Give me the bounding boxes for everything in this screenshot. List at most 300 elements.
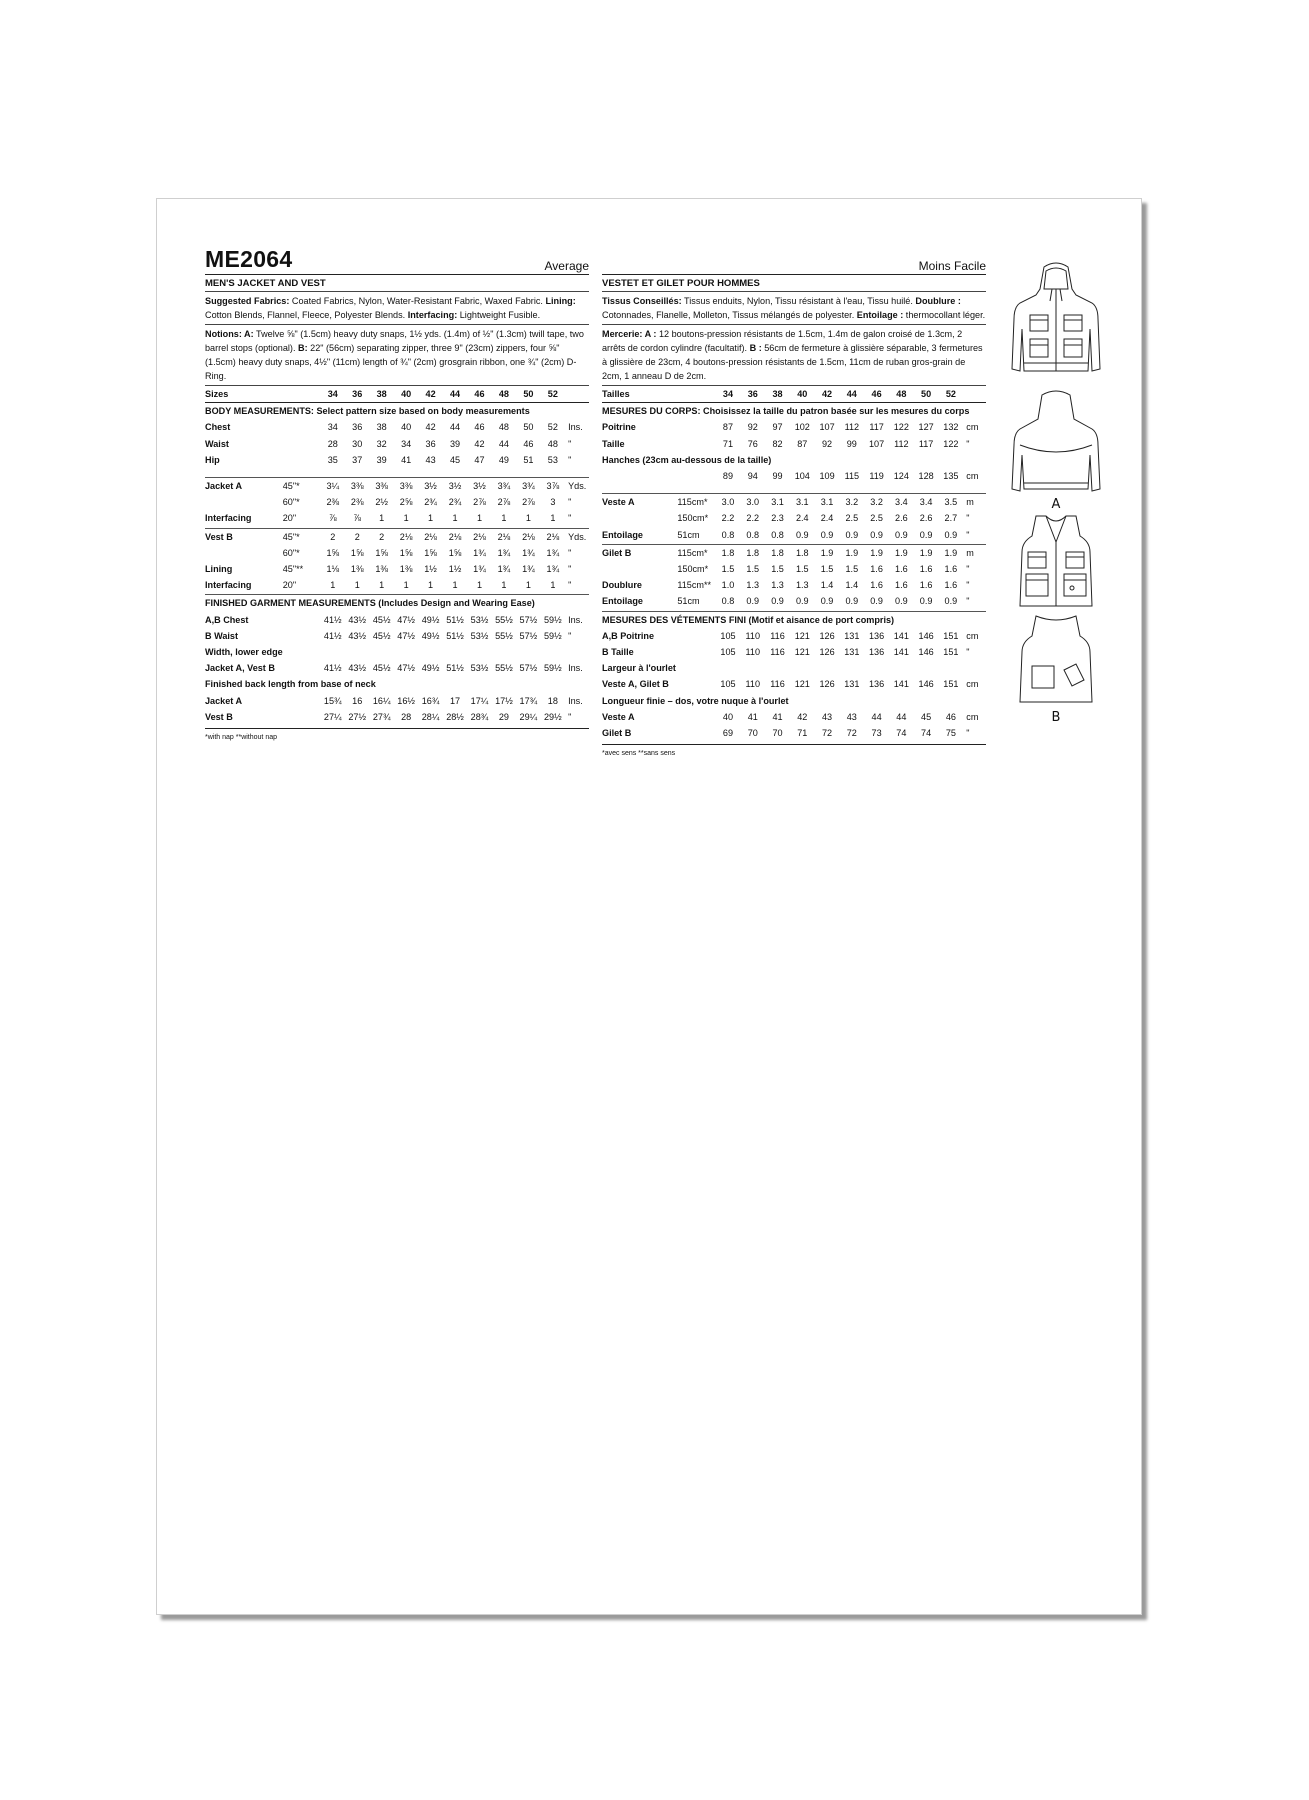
- table-cell: 35: [327, 454, 338, 465]
- unit-label: cm: [966, 422, 979, 433]
- unit-label: ": [568, 513, 572, 524]
- table-cell: 116: [770, 630, 785, 641]
- table-cell: 1¾: [497, 547, 511, 558]
- size-column: 40: [790, 386, 815, 403]
- table-cell: 72: [821, 728, 833, 739]
- row-label: [602, 468, 677, 484]
- size-column: 52: [939, 386, 964, 403]
- table-cell: 1: [379, 513, 385, 524]
- table-cell: 51½: [446, 663, 464, 674]
- table-cell: 1⅜: [375, 564, 388, 575]
- notions-paragraph: Mercerie: A : 12 boutons-pression résistants de 1.5cm, 1.4m de galon croisé de 1.3cm, 2 arrêts de cordon cylindre (facultatif). B : 56cm de fermeture à glissière séparable, 3 fermetures à glissière de 23cm, 4 boutons-pression résistants de 1.5cm, 11cm de ruban gros-grain de 2cm, 1 anneau D de 2cm.: [602, 325, 986, 386]
- garment-illustrations: [1006, 259, 1106, 725]
- table-cell: 1: [428, 513, 434, 524]
- table-cell: 43½: [348, 663, 367, 674]
- row-label: A,B Poitrine: [602, 630, 655, 641]
- garment-title: VESTET ET GILET POUR HOMMES: [602, 275, 986, 292]
- table-cell: 41½: [323, 663, 342, 674]
- table-cell: 3.4: [919, 497, 933, 508]
- table-cell: 0.9: [771, 596, 784, 607]
- table-cell: 1: [550, 580, 556, 591]
- table-cell: 49½: [421, 663, 440, 674]
- unit-label: ": [568, 711, 572, 722]
- table-cell: 16¼: [372, 695, 391, 706]
- yardage-row: [602, 577, 986, 593]
- table-cell: 1.9: [845, 547, 859, 558]
- table-cell: 29¼: [519, 711, 538, 722]
- table-cell: 1.3: [795, 580, 809, 591]
- table-cell: 2⅜: [350, 497, 364, 508]
- yardage-row: [205, 528, 589, 545]
- table-cell: 1: [452, 513, 458, 524]
- yardage-row: [205, 478, 589, 495]
- yardage-row: [205, 545, 589, 561]
- table-cell: 112: [844, 422, 860, 433]
- table-cell: 104: [794, 471, 810, 482]
- table-cell: 126: [819, 630, 835, 641]
- table-cell: 2⅞: [473, 497, 486, 508]
- table-cell: 15¾: [323, 695, 342, 706]
- fabrics-paragraph: Suggested Fabrics: Coated Fabrics, Nylon, Water-Resistant Fabric, Waxed Fabric. Lining: Cotton Blends, Flannel, Fleece, Polyester Blends. Interfacing: Lightweight Fusible.: [205, 292, 589, 325]
- size-header-row: [205, 386, 589, 403]
- fabric-width: 150cm*: [677, 564, 709, 575]
- table-cell: 3: [550, 497, 556, 508]
- table-cell: 53½: [470, 663, 489, 674]
- table-cell: 1.6: [870, 580, 883, 591]
- unit-label: ": [568, 564, 572, 575]
- yardage-row: [602, 561, 986, 577]
- vest-front-drawing: [1006, 512, 1106, 612]
- fabric-width: 150cm*: [677, 513, 709, 524]
- table-cell: 3¾: [522, 481, 535, 492]
- table-cell: 0.9: [895, 596, 908, 607]
- table-cell: 28: [327, 438, 338, 449]
- table-cell: 132: [943, 422, 959, 433]
- row-label: Veste A, Gilet B: [602, 679, 669, 690]
- table-cell: 1: [501, 513, 507, 524]
- table-cell: 97: [772, 422, 783, 433]
- view-a-label: A: [1051, 497, 1061, 512]
- yardage-row: [602, 510, 986, 526]
- unit-label: ": [966, 529, 970, 540]
- finished-measurement-row: [205, 660, 589, 676]
- table-cell: 141: [893, 647, 909, 658]
- finished-measurement-row: [602, 660, 986, 676]
- table-cell: 1¾: [473, 564, 486, 575]
- table-cell: 117: [918, 438, 934, 449]
- yardage-row: [205, 510, 589, 526]
- table-cell: 1: [501, 580, 507, 591]
- table-cell: 2⅛: [497, 531, 511, 542]
- table-cell: 131: [844, 647, 860, 658]
- table-cell: 43: [425, 454, 436, 465]
- table-cell: 18: [547, 695, 558, 706]
- table-cell: 1.5: [771, 564, 784, 575]
- unit-label: cm: [966, 471, 979, 482]
- table-cell: 0.9: [820, 596, 834, 607]
- finished-measurement-row: [602, 628, 986, 644]
- table-cell: 46: [474, 422, 485, 433]
- table-cell: 42: [425, 422, 436, 433]
- table-cell: 1.9: [820, 547, 834, 558]
- table-cell: 1⅜: [399, 564, 413, 575]
- row-label: Gilet B: [602, 547, 632, 558]
- body-measurement-row: [602, 419, 986, 435]
- table-cell: 3½: [424, 481, 437, 492]
- table-cell: 2.3: [771, 513, 784, 524]
- table-cell: 53½: [470, 614, 489, 625]
- table-cell: 105: [720, 647, 736, 658]
- table-cell: 46: [523, 438, 534, 449]
- table-cell: 122: [943, 438, 959, 449]
- table-cell: 28¾: [470, 711, 489, 722]
- table-cell: 73: [871, 728, 882, 739]
- table-cell: 2⅛: [473, 531, 486, 542]
- fabric-width: 20": [282, 580, 297, 591]
- unit-label: ": [568, 547, 572, 558]
- unit-label: ": [568, 454, 572, 465]
- table-cell: 3⅜: [399, 481, 413, 492]
- table-cell: 47½: [397, 614, 415, 625]
- table-cell: 39: [376, 454, 387, 465]
- unit-label: cm: [966, 630, 979, 641]
- size-column: 44: [443, 386, 467, 403]
- table-cell: 1.5: [795, 564, 809, 575]
- table-cell: 0.8: [746, 529, 760, 540]
- table-cell: 45: [921, 711, 932, 722]
- table-cell: 1⅝: [326, 547, 340, 558]
- row-label: [205, 545, 283, 561]
- table-cell: 59½: [544, 630, 562, 641]
- table-cell: 17: [449, 695, 461, 706]
- table-cell: 45½: [372, 663, 391, 674]
- table-cell: 151: [943, 647, 959, 658]
- table-cell: 47½: [397, 630, 415, 641]
- table-cell: 45: [449, 454, 461, 465]
- size-column: 46: [864, 386, 889, 403]
- table-cell: 1.6: [944, 564, 958, 575]
- row-label: Entoilage: [602, 529, 643, 540]
- table-cell: 76: [747, 438, 758, 449]
- fabric-width: 51cm: [677, 596, 700, 607]
- row-label: Finished back length from base of neck: [205, 679, 376, 690]
- table-cell: 72: [846, 728, 857, 739]
- table-cell: 136: [868, 630, 885, 641]
- row-label: Interfacing: [205, 580, 252, 591]
- table-cell: 41½: [323, 614, 342, 625]
- table-cell: 70: [747, 728, 758, 739]
- english-column: [205, 247, 589, 741]
- unit-label: m: [966, 497, 974, 508]
- table-cell: 1⅝: [424, 547, 437, 558]
- view-b-label: B: [1051, 710, 1061, 725]
- table-cell: 1⅝: [350, 547, 364, 558]
- table-cell: 39: [449, 438, 461, 449]
- table-cell: 92: [821, 438, 833, 449]
- fabric-width: 45"*: [282, 481, 300, 492]
- yardage-row: [205, 577, 589, 593]
- yardage-row: [602, 593, 986, 609]
- table-cell: 1.5: [845, 564, 859, 575]
- table-cell: 47½: [397, 663, 415, 674]
- table-cell: 141: [893, 679, 909, 690]
- table-cell: ⅞: [353, 513, 362, 524]
- table-cell: 1: [452, 580, 458, 591]
- table-cell: 2⅛: [546, 531, 560, 542]
- row-label: Vest B: [205, 531, 233, 542]
- row-label: Taille: [602, 438, 625, 449]
- table-cell: 41: [401, 454, 412, 465]
- unit-label: ": [966, 564, 970, 575]
- table-cell: 1.9: [870, 547, 883, 558]
- body-measurement-row: [205, 452, 589, 468]
- table-cell: 124: [893, 471, 909, 482]
- table-cell: 2: [354, 531, 360, 542]
- table-cell: 1.3: [746, 580, 760, 591]
- table-cell: 49: [498, 454, 509, 465]
- row-label: B Waist: [205, 630, 239, 641]
- table-cell: 2.2: [746, 513, 760, 524]
- table-cell: 2⅛: [399, 531, 413, 542]
- table-cell: 107: [868, 438, 885, 449]
- unit-label: cm: [966, 679, 979, 690]
- table-cell: 1⅛: [326, 564, 340, 575]
- table-cell: 1: [379, 580, 385, 591]
- table-cell: 110: [745, 630, 760, 641]
- table-cell: 16¾: [421, 695, 440, 706]
- table-cell: 1.6: [870, 564, 883, 575]
- row-label: Largeur à l'ourlet: [602, 663, 676, 674]
- table-cell: 3.0: [746, 497, 760, 508]
- section-heading: BODY MEASUREMENTS: Select pattern size based on body measurements: [205, 406, 530, 417]
- table-cell: 151: [943, 679, 959, 690]
- table-cell: 74: [921, 728, 932, 739]
- notions-paragraph: Notions: A: Twelve ⅝" (1.5cm) heavy duty snaps, 1½ yds. (1.4m) of ½" (1.3cm) twill tape, two barrel stops (optional). B: 22" (56cm) separating zipper, three 9" (23cm) zippers, four ⅝" (1.5cm) heavy duty snaps, 4½" (11cm) length of ¾" (2cm) grosgrain ribbon, one ¾" (2cm) D-Ring.: [205, 325, 589, 386]
- table-cell: 92: [747, 422, 758, 433]
- table-cell: 1⅝: [375, 547, 388, 558]
- section-heading: FINISHED GARMENT MEASUREMENTS (Includes Design and Wearing Ease): [205, 598, 535, 609]
- size-column: 48: [492, 386, 516, 403]
- table-cell: 69: [722, 728, 734, 739]
- row-label: Waist: [205, 438, 229, 449]
- table-cell: 136: [868, 647, 885, 658]
- table-cell: 127: [918, 422, 934, 433]
- table-cell: 2: [330, 531, 336, 542]
- unit-label: Ins.: [568, 663, 583, 674]
- table-cell: 38: [376, 422, 387, 433]
- table-cell: 146: [918, 647, 934, 658]
- size-column: 40: [394, 386, 418, 403]
- table-cell: 0.9: [919, 529, 933, 540]
- row-label: Doublure: [602, 580, 642, 591]
- table-cell: 27¾: [372, 711, 391, 722]
- table-cell: 41: [747, 711, 758, 722]
- unit-label: Ins.: [568, 614, 583, 625]
- table-cell: 0.8: [771, 529, 784, 540]
- table-cell: 48: [547, 438, 558, 449]
- row-label: Interfacing: [205, 513, 252, 524]
- fabric-width: 51cm: [677, 529, 700, 540]
- row-label: Entoilage: [602, 596, 643, 607]
- table-cell: 51½: [446, 614, 464, 625]
- table-cell: 36: [425, 438, 436, 449]
- table-cell: 28½: [446, 711, 464, 722]
- table-cell: 146: [918, 630, 934, 641]
- row-label: Jacket A: [205, 481, 243, 492]
- table-cell: 57½: [519, 663, 538, 674]
- table-cell: 3.1: [771, 497, 784, 508]
- yardage-row: [602, 494, 986, 511]
- table-cell: 99: [772, 471, 783, 482]
- size-column: 42: [418, 386, 442, 403]
- header: [602, 247, 986, 275]
- finished-measurement-row: [205, 676, 589, 692]
- table-cell: 2⅞: [522, 497, 535, 508]
- table-cell: 82: [772, 438, 783, 449]
- french-column: [602, 247, 986, 757]
- table-cell: 117: [869, 422, 884, 433]
- row-label: Jacket A: [205, 695, 243, 706]
- table-cell: 1.8: [721, 547, 735, 558]
- table-cell: 59½: [544, 614, 562, 625]
- section-heading: MESURES DU CORPS: Choisissez la taille du patron basée sur les mesures du corps: [602, 406, 970, 417]
- table-cell: 74: [896, 728, 907, 739]
- table-cell: 40: [401, 422, 412, 433]
- footnote: *avec sens **sans sens: [602, 750, 676, 758]
- yardage-row: [602, 527, 986, 543]
- table-cell: 0.9: [944, 529, 958, 540]
- unit-label: ": [966, 596, 970, 607]
- body-measurement-row: [205, 436, 589, 452]
- table-cell: 1¾: [522, 547, 535, 558]
- table-cell: 1.8: [795, 547, 809, 558]
- table-cell: 115: [844, 471, 860, 482]
- table-cell: 30: [352, 438, 363, 449]
- body-measurement-row: [602, 452, 986, 468]
- table-cell: 136: [868, 679, 885, 690]
- unit-label: Ins.: [568, 695, 583, 706]
- table-cell: 16½: [397, 695, 415, 706]
- table-cell: 3⅜: [350, 481, 364, 492]
- table-cell: 43: [821, 711, 833, 722]
- table-cell: 53½: [470, 630, 489, 641]
- unit-label: ": [966, 580, 970, 591]
- table-cell: 1¾: [522, 564, 535, 575]
- table-cell: 1.0: [721, 580, 735, 591]
- table-cell: 2.6: [895, 513, 908, 524]
- table-cell: 55½: [495, 630, 513, 641]
- row-label: Width, lower edge: [205, 647, 283, 658]
- row-label: Veste A: [602, 497, 635, 508]
- table-cell: 45½: [372, 614, 391, 625]
- table-cell: 1: [525, 580, 531, 591]
- body-measurement-row: [602, 468, 986, 484]
- table-cell: 2.5: [845, 513, 859, 524]
- table-cell: 151: [943, 630, 959, 641]
- finished-measurement-row: [602, 676, 986, 692]
- table-cell: 2.4: [820, 513, 834, 524]
- unit-label: Ins.: [568, 422, 583, 433]
- table-cell: 0.9: [919, 596, 933, 607]
- table-cell: 28: [401, 711, 412, 722]
- measurement-table: [602, 386, 986, 741]
- fabric-width: 60"*: [282, 547, 300, 558]
- table-cell: 1⅝: [399, 547, 413, 558]
- table-cell: 55½: [495, 614, 513, 625]
- table-cell: 1.6: [895, 564, 908, 575]
- table-cell: 1: [403, 580, 409, 591]
- size-column: 36: [740, 386, 765, 403]
- table-cell: 109: [819, 471, 835, 482]
- yardage-row: [602, 544, 986, 561]
- table-cell: 2.7: [944, 513, 958, 524]
- unit-label: ": [568, 580, 572, 591]
- row-label: Vest B: [205, 711, 233, 722]
- table-cell: 2⅛: [448, 531, 462, 542]
- table-cell: 43½: [348, 614, 367, 625]
- table-cell: 1.4: [820, 580, 834, 591]
- table-cell: 102: [794, 422, 810, 433]
- size-column: 42: [815, 386, 840, 403]
- table-cell: 3.1: [795, 497, 809, 508]
- table-cell: 121: [794, 647, 810, 658]
- header: [205, 247, 589, 275]
- table-cell: 1.9: [944, 547, 958, 558]
- unit-label: ": [966, 728, 970, 739]
- table-cell: 1¾: [497, 564, 511, 575]
- table-cell: 2¾: [448, 497, 462, 508]
- table-cell: 1: [428, 580, 434, 591]
- table-cell: 0.9: [895, 529, 908, 540]
- table-cell: 40: [722, 711, 734, 722]
- row-label: A,B Chest: [205, 614, 249, 625]
- size-column: 48: [889, 386, 914, 403]
- body-measurement-row: [205, 419, 589, 435]
- size-column: 34: [716, 386, 741, 403]
- jacket-front-drawing: [1006, 259, 1106, 389]
- table-cell: 57½: [519, 630, 538, 641]
- table-cell: 1.5: [721, 564, 735, 575]
- table-cell: 94: [747, 471, 758, 482]
- table-cell: 3⅞: [546, 481, 560, 492]
- table-cell: 121: [794, 630, 810, 641]
- table-cell: 0.8: [721, 529, 735, 540]
- table-cell: 2⅞: [497, 497, 511, 508]
- size-column: 38: [765, 386, 790, 403]
- table-cell: 2.2: [721, 513, 735, 524]
- table-cell: 34: [401, 438, 412, 449]
- finished-measurement-row: [602, 709, 986, 725]
- table-cell: 32: [376, 438, 387, 449]
- table-cell: 1¾: [546, 564, 560, 575]
- table-cell: 99: [846, 438, 857, 449]
- table-cell: 0.8: [721, 596, 735, 607]
- table-cell: 0.9: [845, 529, 859, 540]
- table-cell: 1¾: [473, 547, 486, 558]
- table-cell: 0.9: [944, 596, 958, 607]
- table-cell: 41: [772, 711, 783, 722]
- row-label: [602, 561, 677, 577]
- size-column: 50: [516, 386, 540, 403]
- table-cell: 17¼: [470, 695, 489, 706]
- size-column: 46: [467, 386, 491, 403]
- table-cell: 110: [745, 647, 760, 658]
- table-cell: 119: [869, 471, 884, 482]
- finished-measurement-row: [205, 709, 589, 725]
- jacket-back-drawing: [1006, 389, 1106, 497]
- table-cell: 49½: [421, 614, 440, 625]
- table-cell: 131: [844, 630, 860, 641]
